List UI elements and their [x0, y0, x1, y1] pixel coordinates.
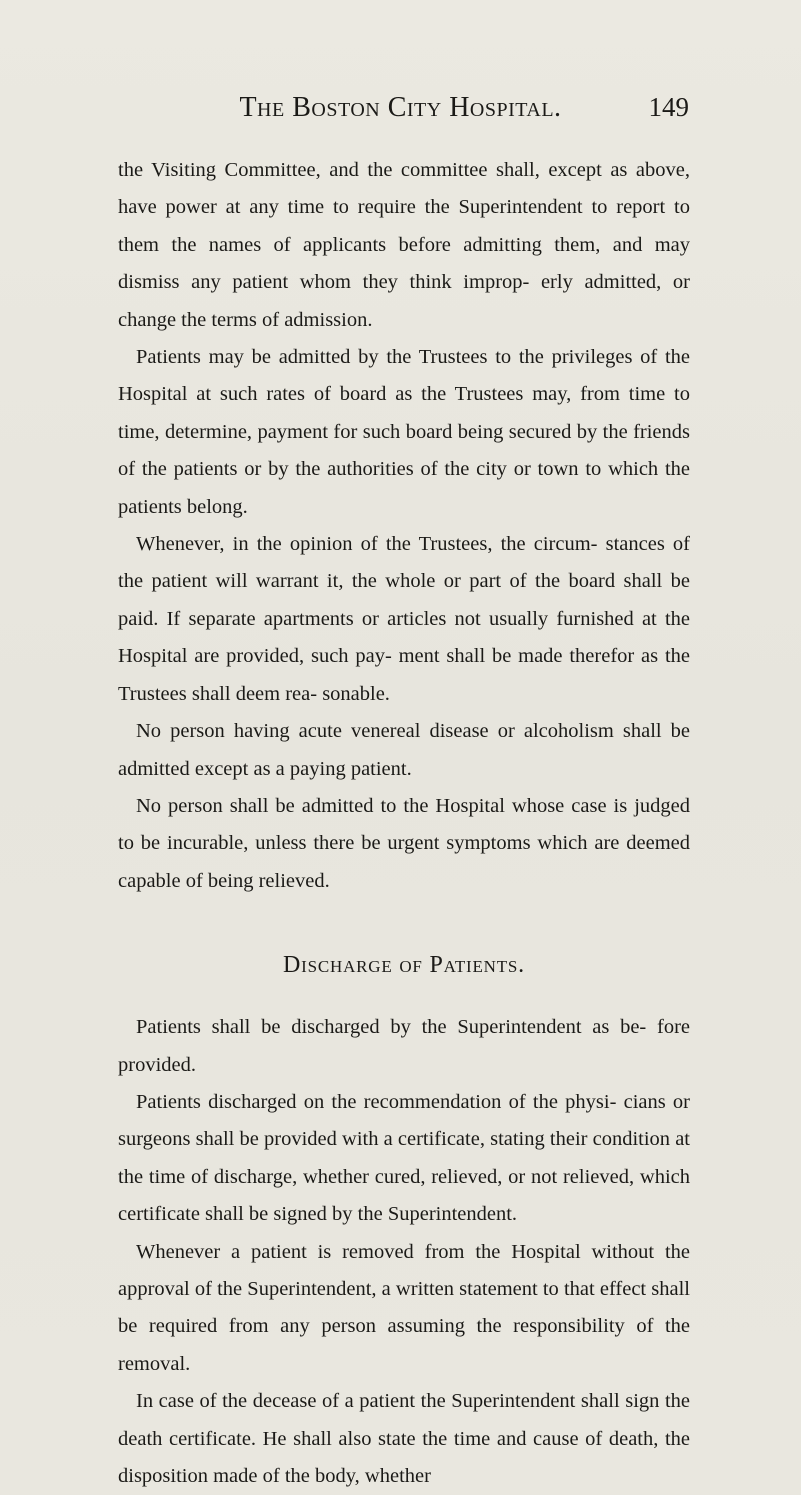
section-heading: Discharge of Patients.: [283, 952, 525, 979]
paragraph: Whenever, in the opinion of the Trustees, the circum- stances of the patient will warrant it, the whole or part of the board shall be paid. If separate apartments or articles not usually furnished at the Hospital are provided, such pay- ment shall be made therefor as the Trustees shall deem rea- sonable.: [118, 533, 690, 705]
paragraph: Patients discharged on the recommendation of the physi- cians or surgeons shall be provided with a certificate, stating their condition at the time of discharge, whether cured, relieved, or not relieved, which certificate shall be signed by the Superintendent.: [118, 1090, 690, 1226]
running-head: The Boston City Hospital.: [239, 92, 562, 123]
paragraph: Patients shall be discharged by the Superintendent as be- fore provided.: [118, 1016, 690, 1076]
paragraph: Whenever a patient is removed from the Hospital without the approval of the Superintendent, a written statement to that effect shall be required from any person assuming the responsibility of the removal.: [118, 1240, 690, 1375]
paragraph: the Visiting Committee, and the committee shall, except as above, have power at any time to require the Superintendent to report to them the names of applicants before admitting them, and may dismiss any patient whom they think improp- erly admitted, or change the terms of admission.: [118, 159, 690, 331]
page-number: 149: [648, 92, 689, 122]
paragraph: No person having acute venereal disease or alcoholism shall be admitted except as a paying patient.: [118, 720, 690, 780]
page-body: [118, 152, 690, 1495]
paragraph: Patients may be admitted by the Trustees to the privileges of the Hospital at such rates of board as the Trustees may, from time to time, determine, payment for such board being secured by the friends of the patients or by the authorities of the city or town to which the patients belong.: [118, 346, 690, 518]
paragraph: In case of the decease of a patient the Superintendent shall sign the death certificate. He shall also state the time and cause of death, the disposition made of the body, whether: [118, 1390, 690, 1487]
page-header: [0, 92, 801, 132]
paragraph: No person shall be admitted to the Hospital whose case is judged to be incurable, unless there be urgent symptoms which are deemed capable of being relieved.: [118, 794, 690, 892]
